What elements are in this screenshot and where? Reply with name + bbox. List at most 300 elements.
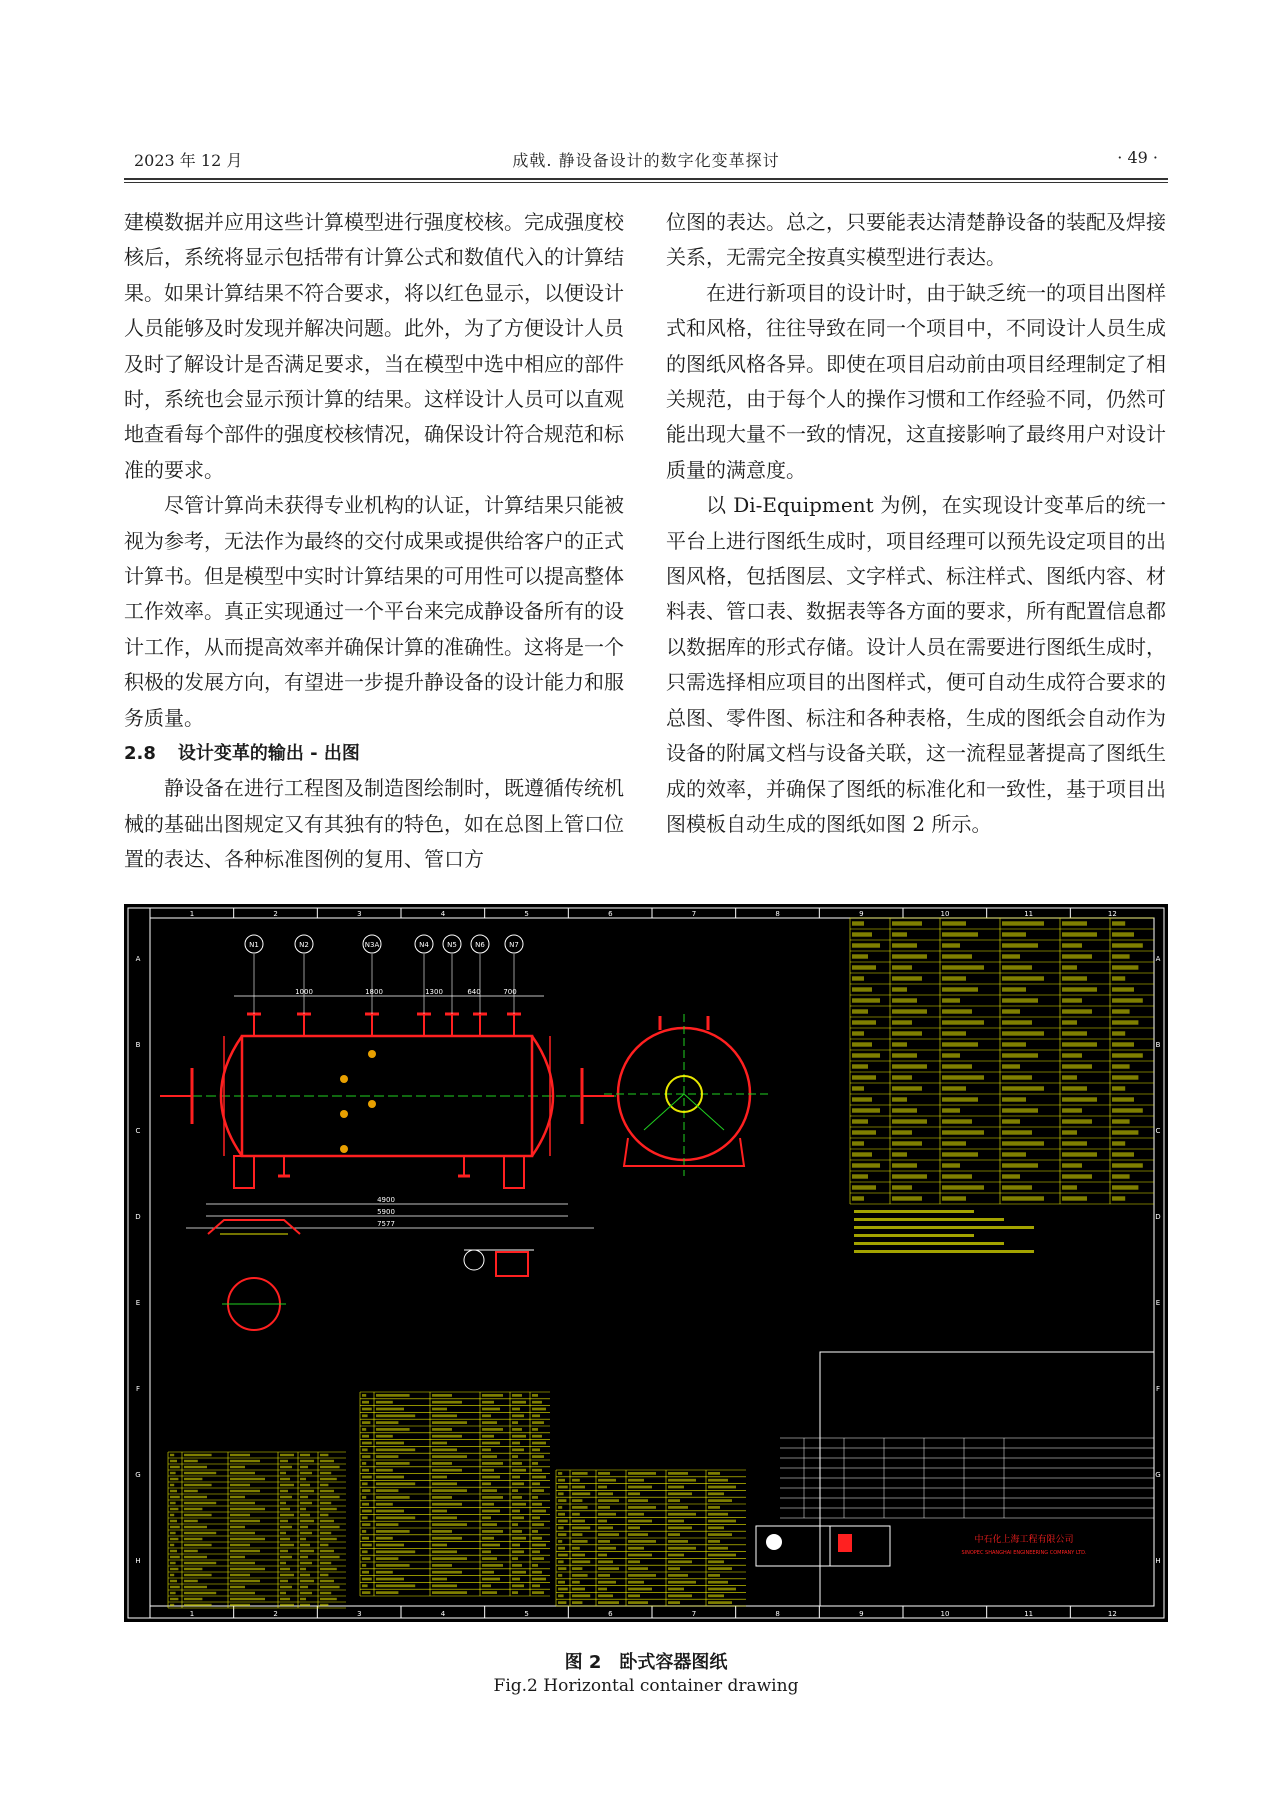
table-cell-text: [572, 1560, 590, 1563]
table-cell-text: [300, 1502, 312, 1504]
table-cell-text: [300, 1490, 314, 1492]
left-column: [124, 205, 624, 878]
table-cell-text: [432, 1571, 462, 1574]
paragraph: 静设备在进行工程图及制造图绘制时，既遵循传统机械的基础出图规定又有其独有的特色，如在总图上管口位置的表达、各种标准图例的复用、管口方: [124, 776, 624, 872]
table-cell-text: [320, 1586, 340, 1588]
table-cell-text: [598, 1513, 616, 1516]
table-cell-text: [1062, 954, 1092, 958]
vessel-end-view: [604, 1014, 768, 1176]
table-cell-text: [1062, 1152, 1097, 1156]
table-cell-text: [942, 1009, 972, 1013]
table-cell-text: [892, 1086, 922, 1090]
table-cell-text: [942, 1185, 984, 1189]
table-cell-text: [558, 1540, 562, 1543]
table-cell-text: [376, 1591, 398, 1594]
table-cell-text: [482, 1489, 497, 1492]
table-cell-text: [1112, 1163, 1143, 1167]
table-cell-text: [320, 1592, 331, 1594]
table-cell-text: [532, 1421, 544, 1424]
table-cell-text: [376, 1435, 393, 1438]
table-cell-text: [572, 1567, 582, 1570]
table-cell-text: [598, 1526, 613, 1529]
table-cell-text: [280, 1514, 294, 1516]
table-cell-text: [512, 1591, 518, 1594]
table-cell-text: [668, 1547, 696, 1550]
table-cell-text: [362, 1435, 369, 1438]
table-cell-text: [230, 1454, 250, 1456]
table-cell-text: [852, 1185, 876, 1189]
dimension-text: 640: [467, 988, 481, 996]
table-cell-text: [668, 1492, 692, 1495]
saddle-right: [504, 1156, 524, 1188]
table-cell-text: [598, 1574, 610, 1577]
table-cell-text: [184, 1490, 198, 1492]
table-cell-text: [572, 1526, 590, 1529]
table-cell-text: [280, 1472, 286, 1474]
table-cell-text: [532, 1591, 544, 1594]
table-cell-text: [280, 1586, 292, 1588]
table-cell-text: [512, 1503, 526, 1506]
table-cell-text: [1112, 1086, 1125, 1090]
table-cell-text: [1112, 1152, 1134, 1156]
table-cell-text: [668, 1486, 684, 1489]
dimension-text: 7577: [377, 1220, 395, 1228]
nozzle-tag-label: N2: [299, 941, 309, 949]
nozzle-tag-label: N5: [447, 941, 457, 949]
table-cell-text: [512, 1435, 526, 1438]
table-cell-text: [512, 1516, 524, 1519]
table-cell-text: [376, 1442, 404, 1445]
table-cell-text: [482, 1516, 491, 1519]
table-cell-text: [892, 1119, 927, 1123]
nozzle-dot: [368, 1050, 376, 1058]
table-cell-text: [170, 1550, 177, 1552]
table-cell-text: [598, 1499, 619, 1502]
table-cell-text: [230, 1556, 245, 1558]
frame-number: 5: [524, 910, 529, 918]
table-cell-text: [1002, 1020, 1032, 1024]
table-cell-text: [852, 1163, 880, 1167]
table-cell-text: [708, 1506, 720, 1509]
frame-letter: B: [135, 1041, 141, 1049]
table-cell-text: [432, 1408, 447, 1411]
table-cell-text: [376, 1448, 415, 1451]
table-cell-text: [942, 1152, 978, 1156]
table-cell-text: [320, 1514, 328, 1516]
table-cell-text: [892, 1196, 922, 1200]
table-cell-text: [170, 1466, 180, 1468]
company-logo-icon: [766, 1534, 782, 1550]
table-cell-text: [1002, 1108, 1038, 1112]
table-cell-text: [852, 1108, 880, 1112]
table-cell-text: [184, 1532, 216, 1534]
table-cell-text: [376, 1544, 404, 1547]
table-cell-text: [432, 1591, 467, 1594]
table-cell-text: [558, 1601, 566, 1604]
table-cell-text: [852, 987, 872, 991]
table-cell-text: [512, 1476, 520, 1479]
table-cell-text: [432, 1442, 447, 1445]
table-cell-text: [572, 1547, 580, 1550]
table-cell-text: [512, 1530, 522, 1533]
table-cell-text: [1112, 954, 1130, 958]
table-cell-text: [482, 1591, 497, 1594]
table-cell-text: [708, 1588, 736, 1591]
figure-caption-zh: 图 2 卧式容器图纸: [564, 1652, 728, 1673]
table-cell-text: [942, 1196, 966, 1200]
table-cell-text: [184, 1472, 216, 1474]
table-cell-text: [512, 1571, 526, 1574]
table-cell-text: [300, 1460, 314, 1462]
table-cell-text: [376, 1414, 415, 1417]
table-cell-text: [230, 1496, 245, 1498]
frame-letter: H: [1155, 1557, 1161, 1565]
table-cell-text: [230, 1544, 250, 1546]
table-cell-text: [512, 1428, 522, 1431]
table-cell-text: [892, 1141, 922, 1145]
table-cell-text: [376, 1564, 410, 1567]
table-cell-text: [532, 1414, 540, 1417]
table-cell-text: [572, 1554, 585, 1557]
table-cell-text: [558, 1526, 564, 1529]
frame-number: 4: [440, 1610, 446, 1618]
table-cell-text: [512, 1442, 520, 1445]
table-cell-text: [280, 1466, 292, 1468]
detail-c-part: [496, 1252, 528, 1276]
table-cell-text: [170, 1520, 177, 1522]
table-cell-text: [482, 1544, 500, 1547]
table-cell-text: [512, 1482, 524, 1485]
nozzle-tag-circles: [245, 935, 523, 1014]
table-cell-text: [320, 1502, 331, 1504]
dimension-text: 5900: [377, 1208, 395, 1216]
table-cell-text: [432, 1523, 467, 1526]
table-cell-text: [362, 1591, 370, 1594]
frame-letter: G: [1155, 1471, 1161, 1479]
table-cell-text: [1062, 1086, 1087, 1090]
parts-list-table: [360, 1392, 550, 1596]
table-cell-text: [320, 1508, 337, 1510]
table-cell-text: [280, 1580, 288, 1582]
table-cell-text: [668, 1526, 692, 1529]
table-cell-text: [1002, 1097, 1026, 1101]
table-cell-text: [320, 1568, 337, 1570]
table-cell-text: [362, 1394, 366, 1397]
table-cell-text: [532, 1482, 540, 1485]
outer-frame: [128, 908, 1164, 1618]
table-cell-text: [432, 1469, 462, 1472]
table-cell-text: [376, 1571, 393, 1574]
table-cell-text: [852, 1141, 864, 1145]
table-cell-text: [1002, 987, 1026, 991]
vessel-elevation: [160, 935, 616, 1228]
table-cell-text: [230, 1502, 255, 1504]
table-cell-text: [362, 1482, 368, 1485]
table-cell-text: [376, 1394, 410, 1397]
table-cell-text: [280, 1604, 294, 1606]
table-cell-text: [708, 1574, 720, 1577]
table-cell-text: [376, 1530, 410, 1533]
nozzle-tag-label: N7: [509, 941, 519, 949]
table-cell-text: [362, 1537, 369, 1540]
table-cell-text: [572, 1533, 582, 1536]
table-cell-text: [482, 1448, 491, 1451]
table-cell-text: [942, 1075, 984, 1079]
table-cell-text: [230, 1586, 245, 1588]
table-cell-text: [668, 1554, 684, 1557]
note-line: [854, 1218, 1004, 1221]
table-cell-text: [628, 1560, 640, 1563]
table-cell-text: [1112, 1031, 1125, 1035]
table-cell-text: [230, 1562, 255, 1564]
table-cell-text: [532, 1448, 540, 1451]
table-cell-text: [320, 1520, 334, 1522]
table-cell-text: [942, 976, 966, 980]
table-cell-text: [184, 1544, 212, 1546]
table-cell-text: [852, 1075, 876, 1079]
nozzle-table: [168, 1452, 346, 1608]
frame-letter: G: [135, 1471, 141, 1479]
dimension-text: 700: [503, 988, 517, 996]
table-cell-text: [300, 1562, 312, 1564]
table-cell-text: [1062, 965, 1077, 969]
table-cell-text: [942, 1097, 978, 1101]
table-cell-text: [532, 1469, 542, 1472]
frame-number: 3: [357, 1610, 362, 1618]
table-cell-text: [852, 976, 864, 980]
table-cell-text: [230, 1460, 260, 1462]
table-cell-text: [184, 1496, 207, 1498]
table-cell-text: [300, 1592, 312, 1594]
frame-number: 9: [859, 1610, 864, 1618]
table-cell-text: [558, 1520, 568, 1523]
table-cell-text: [532, 1578, 546, 1581]
table-cell-text: [230, 1490, 260, 1492]
table-cell-text: [320, 1460, 334, 1462]
table-cell-text: [300, 1598, 306, 1600]
table-cell-text: [1002, 1174, 1020, 1178]
note-line: [854, 1226, 1034, 1229]
sinopec-logo-icon: [838, 1534, 852, 1552]
table-cell-text: [230, 1478, 265, 1480]
table-cell-text: [280, 1484, 294, 1486]
table-cell-text: [1002, 1163, 1038, 1167]
table-cell-text: [668, 1506, 688, 1509]
table-cell-text: [558, 1499, 566, 1502]
table-cell-text: [362, 1584, 368, 1587]
table-cell-text: [1062, 932, 1097, 936]
table-cell-text: [598, 1567, 619, 1570]
table-cell-text: [1062, 998, 1082, 1002]
table-cell-text: [432, 1516, 457, 1519]
table-cell-text: [170, 1460, 177, 1462]
table-cell-text: [1002, 965, 1032, 969]
table-cell-text: [942, 1108, 960, 1112]
table-cell-text: [280, 1562, 286, 1564]
table-cell-text: [532, 1435, 542, 1438]
table-cell-text: [362, 1496, 366, 1499]
frame-letter: C: [135, 1127, 141, 1135]
table-cell-text: [376, 1578, 404, 1581]
table-cell-text: [1112, 1075, 1138, 1079]
table-cell-text: [320, 1454, 328, 1456]
table-cell-text: [892, 1163, 917, 1167]
table-cell-text: [668, 1513, 696, 1516]
table-cell-text: [892, 1130, 912, 1134]
right-column: [666, 205, 1166, 842]
table-cell-text: [1002, 1064, 1020, 1068]
table-cell-text: [512, 1544, 520, 1547]
table-cell-text: [170, 1586, 180, 1588]
table-cell-text: [572, 1594, 590, 1597]
table-cell-text: [184, 1454, 212, 1456]
table-cell-text: [558, 1472, 562, 1475]
table-cell-text: [482, 1510, 500, 1513]
table-cell-text: [628, 1479, 644, 1482]
table-cell-text: [432, 1496, 452, 1499]
bottom-nozzles: [278, 1156, 470, 1176]
frame-number: 1: [189, 910, 195, 918]
table-cell-text: [628, 1492, 640, 1495]
table-cell-text: [852, 943, 880, 947]
frame-number: 12: [1107, 910, 1117, 918]
table-cell-text: [512, 1523, 518, 1526]
table-cell-text: [280, 1526, 292, 1528]
header-date: 2023 年 12 月: [134, 151, 243, 170]
table-cell-text: [376, 1503, 393, 1506]
table-cell-text: [1062, 1075, 1077, 1079]
table-cell-text: [482, 1537, 494, 1540]
title-block-frame: [820, 1352, 1154, 1606]
table-cell-text: [432, 1428, 452, 1431]
table-cell-text: [362, 1401, 369, 1404]
table-cell-text: [482, 1462, 503, 1465]
table-cell-text: [230, 1484, 250, 1486]
table-cell-text: [230, 1508, 265, 1510]
paragraph: 位图的表达。总之，只要能表达清楚静设备的装配及焊接关系，无需完全按真实模型进行表达。: [666, 210, 1166, 270]
table-cell-text: [512, 1462, 522, 1465]
table-cell-text: [184, 1478, 202, 1480]
table-cell-text: [300, 1550, 314, 1552]
table-cell-text: [942, 954, 972, 958]
table-cell-text: [512, 1401, 526, 1404]
frame-number: 7: [691, 1610, 697, 1618]
table-cell-text: [280, 1454, 294, 1456]
table-cell-text: [482, 1476, 500, 1479]
table-cell-text: [1062, 1185, 1077, 1189]
table-cell-text: [482, 1469, 494, 1472]
frame-number: 7: [691, 910, 697, 918]
table-cell-text: [572, 1492, 590, 1495]
table-cell-text: [532, 1476, 546, 1479]
table-cell-text: [170, 1544, 174, 1546]
table-cell-text: [892, 921, 922, 925]
table-cell-text: [432, 1476, 447, 1479]
table-cell-text: [280, 1538, 290, 1540]
table-cell-text: [598, 1588, 607, 1591]
table-cell-text: [1002, 1141, 1044, 1145]
table-cell-text: [852, 954, 868, 958]
table-cell-text: [1112, 965, 1138, 969]
nozzle-tag-label: N1: [249, 941, 259, 949]
table-cell-text: [280, 1520, 288, 1522]
title-block-grid: [780, 1438, 1154, 1518]
table-cell-text: [280, 1598, 290, 1600]
table-cell-text: [280, 1502, 286, 1504]
table-cell-text: [532, 1510, 546, 1513]
table-cell-text: [230, 1526, 245, 1528]
table-cell-text: [708, 1479, 728, 1482]
table-cell-text: [708, 1594, 724, 1597]
table-cell-text: [512, 1496, 522, 1499]
table-cell-text: [1062, 1130, 1077, 1134]
table-cell-text: [1112, 1130, 1138, 1134]
table-cell-text: [184, 1604, 212, 1606]
table-cell-text: [170, 1490, 177, 1492]
table-cell-text: [432, 1550, 457, 1553]
table-cell-text: [376, 1455, 398, 1458]
table-cell-text: [300, 1574, 310, 1576]
nozzle-dot: [340, 1145, 348, 1153]
table-cell-text: [1112, 1064, 1130, 1068]
table-cell-text: [300, 1532, 312, 1534]
table-cell-text: [1112, 1185, 1138, 1189]
company-name-label: 中石化上海工程有限公司: [974, 1535, 1074, 1545]
table-cell-text: [320, 1580, 334, 1582]
table-cell-text: [362, 1428, 366, 1431]
table-cell-text: [942, 1020, 984, 1024]
paragraph: 建模数据并应用这些计算模型进行强度校核。完成强度校核后，系统将显示包括带有计算公式和数值代入的计算结果。如果计算结果不符合要求，将以红色显示，以便设计人员能够及时发现并解决问题。此外，为了方便设计人员及时了解设计是否满足要求，当在模型中选中相应的部件时，系统也会显示预计算的结果。这样设计人员可以直观地查看每个部件的强度校核情况，确保设计符合规范和标准的要求。: [124, 210, 624, 482]
table-cell-text: [300, 1580, 314, 1582]
table-cell-text: [170, 1496, 180, 1498]
table-cell-text: [376, 1482, 415, 1485]
table-cell-text: [598, 1472, 610, 1475]
table-cell-text: [170, 1598, 178, 1600]
table-cell-text: [532, 1442, 546, 1445]
table-cell-text: [628, 1533, 648, 1536]
table-cell-text: [320, 1532, 331, 1534]
table-cell-text: [1062, 1053, 1082, 1057]
table-cell-text: [708, 1540, 720, 1543]
table-cell-text: [482, 1401, 494, 1404]
table-cell-text: [482, 1530, 503, 1533]
table-cell-text: [300, 1496, 308, 1498]
table-cell-text: [892, 1020, 912, 1024]
table-cell-text: [558, 1479, 565, 1482]
frame-grid-marks: [135, 908, 1160, 1618]
table-cell-text: [170, 1538, 178, 1540]
table-cell-text: [184, 1538, 202, 1540]
table-cell-text: [170, 1502, 176, 1504]
table-cell-text: [1112, 987, 1134, 991]
table-cell-text: [1002, 998, 1038, 1002]
table-cell-text: [300, 1520, 314, 1522]
table-cell-text: [184, 1580, 198, 1582]
table-cell-text: [432, 1530, 452, 1533]
table-cell-text: [628, 1574, 656, 1577]
table-cell-text: [628, 1499, 648, 1502]
table-cell-text: [708, 1499, 732, 1502]
table-cell-text: [432, 1578, 447, 1581]
frame-number: 10: [940, 910, 950, 918]
table-cell-text: [376, 1496, 410, 1499]
table-cell-text: [532, 1489, 544, 1492]
table-cell-text: [300, 1472, 312, 1474]
table-cell-text: [432, 1394, 452, 1397]
table-cell-text: [1062, 1020, 1077, 1024]
table-cell-text: [184, 1556, 207, 1558]
table-cell-text: [280, 1460, 288, 1462]
